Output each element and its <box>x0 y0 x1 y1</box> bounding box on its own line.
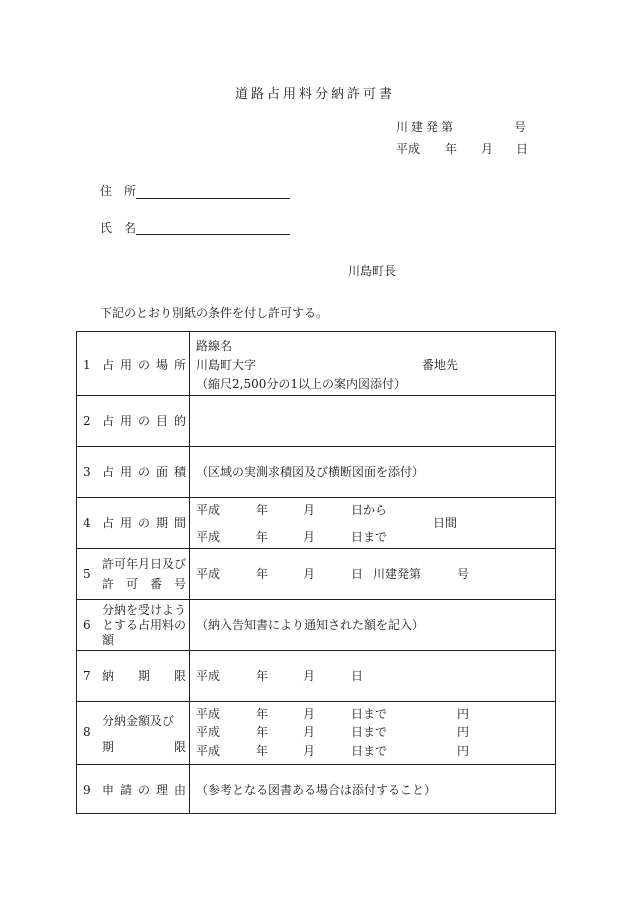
route-name-label: 路線名 <box>196 339 233 353</box>
installment-2-yen: 円 <box>457 725 470 739</box>
installment-2-month: 月 <box>303 725 316 739</box>
period-start-era: 平成 <box>196 503 221 517</box>
row-4-number: 4 <box>83 516 91 530</box>
lot-label: 番地先 <box>422 358 459 372</box>
row-1-label: 占用の場所 <box>102 358 193 372</box>
permit-date-month: 月 <box>303 567 316 581</box>
row-7-label-char1: 納 <box>102 669 115 683</box>
row-divider <box>77 395 555 396</box>
date-month: 月 <box>481 142 494 156</box>
name-label: 氏 名 <box>100 221 137 235</box>
row-8-label-line2-start: 期 <box>102 740 115 754</box>
row-7-label-char3: 限 <box>174 669 187 683</box>
row-6-number: 6 <box>83 618 91 632</box>
amount-note: （納入告知書により通知された額を記入） <box>196 618 425 632</box>
deadline-year: 年 <box>256 669 269 683</box>
installment-2-era: 平成 <box>196 725 221 739</box>
row-divider <box>77 548 555 549</box>
installment-3-yen: 円 <box>457 744 470 758</box>
area-note: （区域の実測求積図及び横断図面を添付） <box>196 465 425 479</box>
installment-1-era: 平成 <box>196 707 221 721</box>
installment-3-month: 月 <box>303 744 316 758</box>
period-start-day: 日から <box>351 503 388 517</box>
row-5-number: 5 <box>83 567 91 581</box>
permit-date-day: 日 <box>351 567 364 581</box>
row-divider <box>77 446 555 447</box>
permit-date-year: 年 <box>256 567 269 581</box>
permit-date-era: 平成 <box>196 567 221 581</box>
row-3-number: 3 <box>83 465 91 479</box>
row-4-label: 占用の期間 <box>102 516 193 530</box>
installment-2-day: 日まで <box>351 725 388 739</box>
row-divider <box>77 497 555 498</box>
row-divider <box>77 701 555 702</box>
row-8-label-line1: 分納金額及び <box>102 714 175 728</box>
row-5-label-line1: 許可年月日及び <box>102 557 187 571</box>
deadline-era: 平成 <box>196 669 221 683</box>
row-3-label: 占用の面積 <box>102 465 193 479</box>
installment-1-month: 月 <box>303 707 316 721</box>
period-end-month: 月 <box>303 530 316 544</box>
location-label: 川島町大字 <box>196 358 257 372</box>
period-start-year: 年 <box>256 503 269 517</box>
row-divider <box>77 599 555 600</box>
permit-number-suffix: 号 <box>457 567 470 581</box>
row-divider <box>77 650 555 651</box>
issuer: 川島町長 <box>348 264 397 278</box>
row-1-number: 1 <box>83 358 91 372</box>
document-number-prefix: 川建発第 <box>396 120 457 134</box>
document-number-suffix: 号 <box>514 120 530 134</box>
date-era: 平成 <box>396 142 421 156</box>
row-5-label-line2: 許 可 番 号 <box>102 577 187 591</box>
row-2-number: 2 <box>83 414 91 428</box>
row-8-number: 8 <box>83 725 91 739</box>
period-end-year: 年 <box>256 530 269 544</box>
installment-3-day: 日まで <box>351 744 388 758</box>
row-2-label: 占用の目的 <box>102 414 193 428</box>
address-label: 住 所 <box>100 184 137 198</box>
permit-table <box>76 331 556 814</box>
document-title: 道路占用料分納許可書 <box>234 87 395 102</box>
row-9-label: 申請の理由 <box>102 783 193 797</box>
permit-number-prefix: 川建発第 <box>373 567 422 581</box>
installment-3-year: 年 <box>256 744 269 758</box>
deadline-month: 月 <box>303 669 316 683</box>
installment-3-era: 平成 <box>196 744 221 758</box>
row-6-label-line1: 分納を受けよう <box>102 603 187 617</box>
installment-1-year: 年 <box>256 707 269 721</box>
period-end-era: 平成 <box>196 530 221 544</box>
document-number <box>396 120 530 134</box>
map-note: （縮尺2,500分の1以上の案内図添付） <box>196 377 406 391</box>
row-9-number: 9 <box>83 783 91 797</box>
column-divider <box>189 332 190 813</box>
period-days: 日間 <box>433 516 458 530</box>
row-7-number: 7 <box>83 669 91 683</box>
address-underline <box>136 198 290 199</box>
intro-text: 下記のとおり別紙の条件を付し許可する。 <box>100 306 329 320</box>
installment-1-yen: 円 <box>457 707 470 721</box>
row-6-label-line3: 額 <box>102 633 115 647</box>
installment-1-day: 日まで <box>351 707 388 721</box>
row-8-label-line2-end: 限 <box>174 740 187 754</box>
date-day: 日 <box>516 142 529 156</box>
date-year: 年 <box>445 142 458 156</box>
row-6-label-line2: とする占用料の <box>102 618 187 632</box>
installment-2-year: 年 <box>256 725 269 739</box>
row-divider <box>77 764 555 765</box>
name-underline <box>136 234 290 235</box>
reason-note: （参考となる図書ある場合は添付すること） <box>196 783 437 797</box>
period-start-month: 月 <box>303 503 316 517</box>
period-end-day: 日まで <box>351 530 388 544</box>
deadline-day: 日 <box>351 669 364 683</box>
row-7-label-char2: 期 <box>138 669 151 683</box>
